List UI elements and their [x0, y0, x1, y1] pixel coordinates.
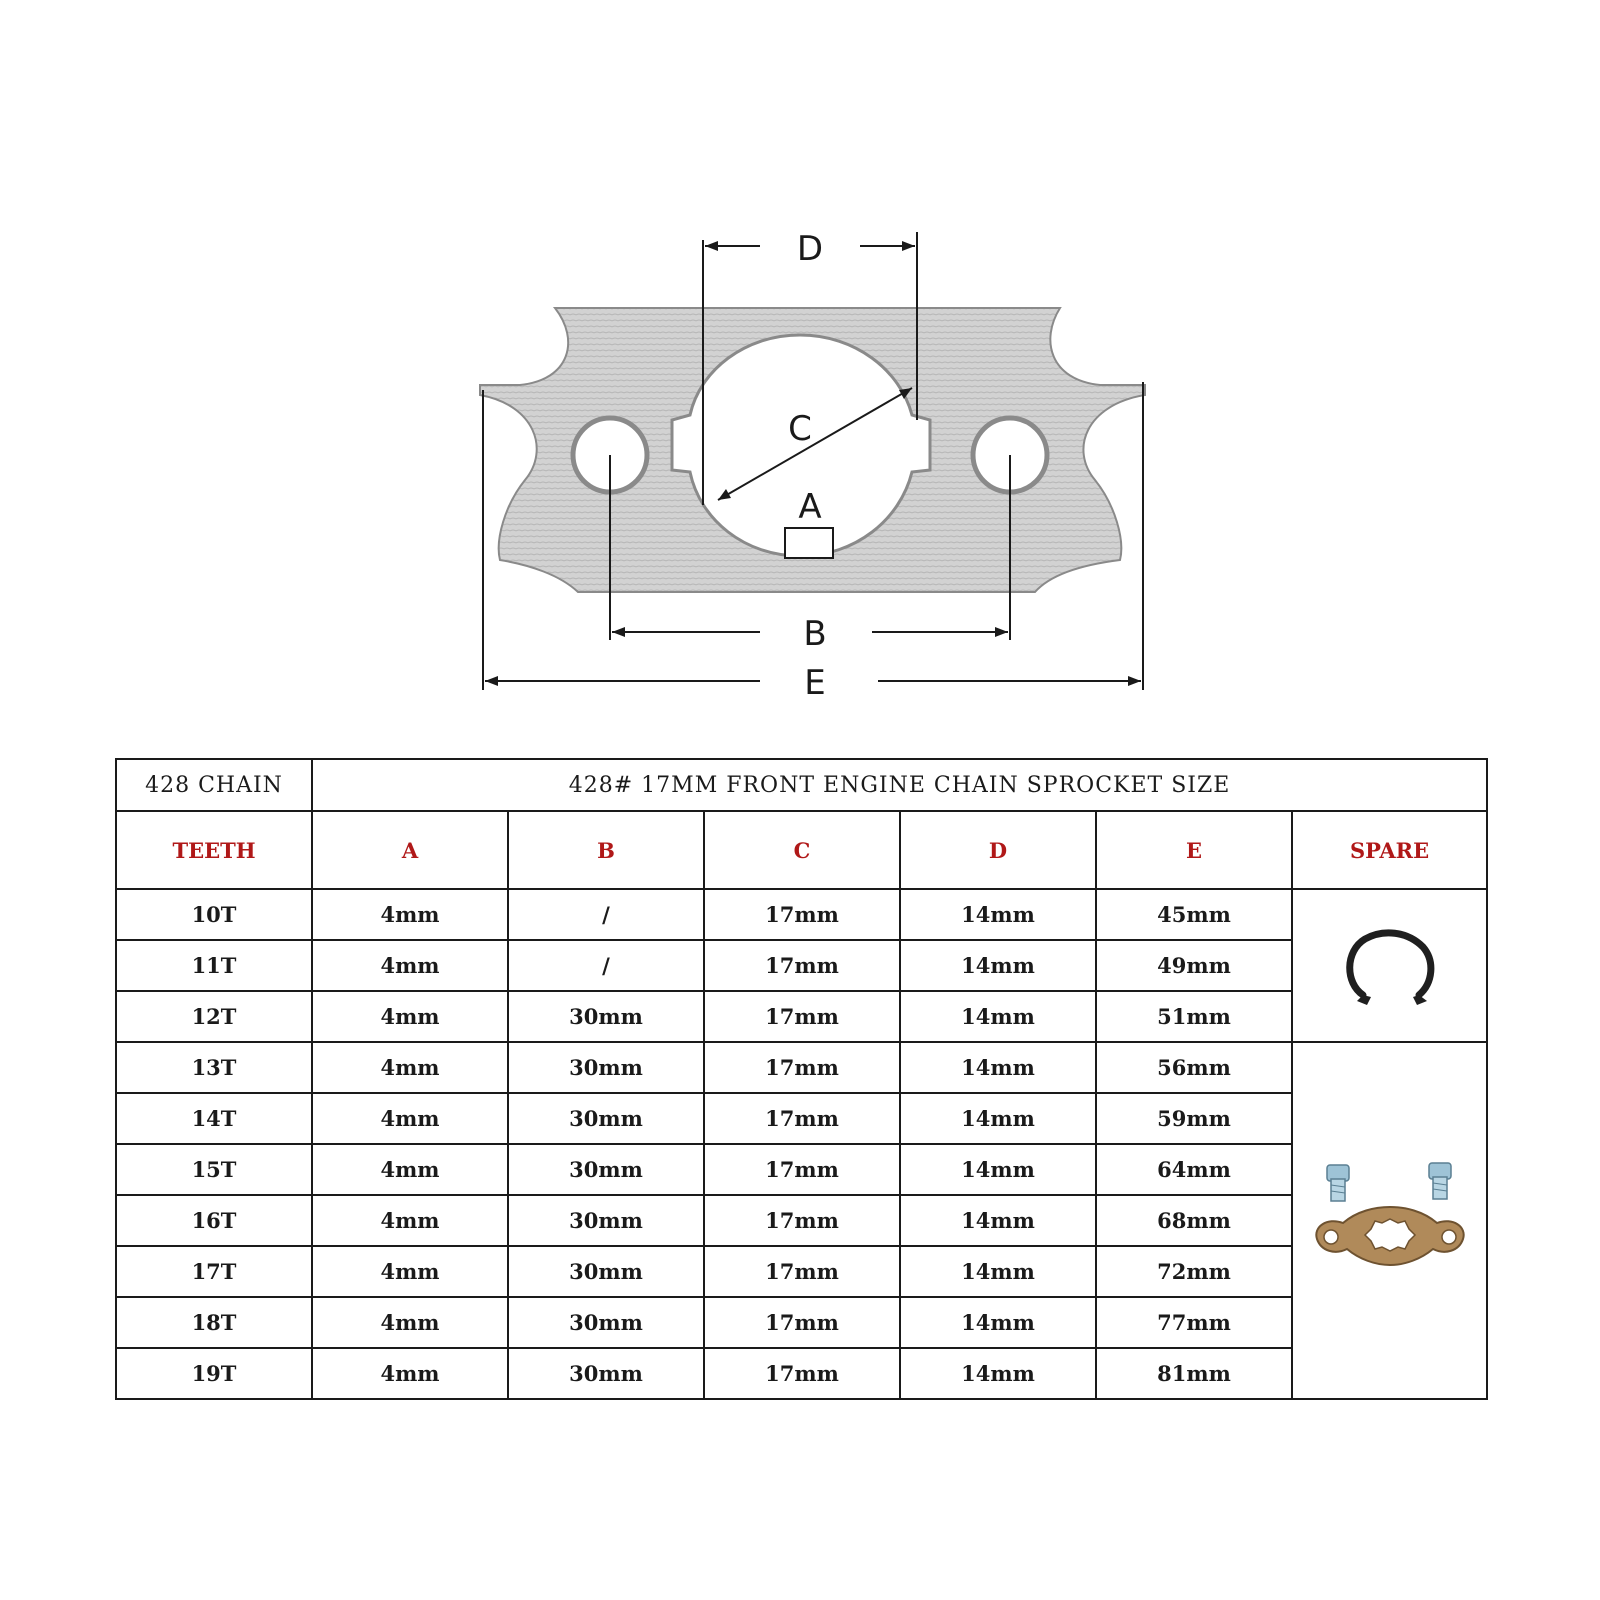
cell-a: 4mm: [312, 889, 508, 940]
cell-e: 56mm: [1096, 1042, 1292, 1093]
cell-a: 4mm: [312, 1195, 508, 1246]
cell-e: 64mm: [1096, 1144, 1292, 1195]
dimension-b-label: B: [803, 614, 827, 654]
table-header-row: [116, 811, 1487, 889]
cell-c: 17mm: [704, 1246, 900, 1297]
cell-e: 51mm: [1096, 991, 1292, 1042]
cell-d: 14mm: [900, 1195, 1096, 1246]
header-d: D: [900, 811, 1096, 889]
cell-b: 30mm: [508, 1348, 704, 1399]
cell-c: 17mm: [704, 1348, 900, 1399]
cell-d: 14mm: [900, 1348, 1096, 1399]
spare-circlip-cell: [1292, 889, 1487, 1042]
cell-b: 30mm: [508, 1144, 704, 1195]
cell-e: 68mm: [1096, 1195, 1292, 1246]
header-a: A: [312, 811, 508, 889]
table-row: [116, 1144, 1487, 1195]
table-row: [116, 991, 1487, 1042]
header-teeth: TEETH: [116, 811, 312, 889]
table-row: [116, 1093, 1487, 1144]
table-row: [116, 889, 1487, 940]
table-row: [116, 1195, 1487, 1246]
cell-d: 14mm: [900, 1246, 1096, 1297]
cell-b: /: [508, 940, 704, 991]
cell-b: 30mm: [508, 1195, 704, 1246]
header-spare: SPARE: [1292, 811, 1487, 889]
chain-label: 428 CHAIN: [116, 759, 312, 811]
cell-teeth: 17T: [116, 1246, 312, 1297]
cell-teeth: 16T: [116, 1195, 312, 1246]
cell-b: 30mm: [508, 1093, 704, 1144]
cell-b: 30mm: [508, 1042, 704, 1093]
cell-teeth: 13T: [116, 1042, 312, 1093]
cell-a: 4mm: [312, 1246, 508, 1297]
cell-b: 30mm: [508, 1297, 704, 1348]
dimension-a-label: A: [798, 487, 822, 527]
cell-a: 4mm: [312, 940, 508, 991]
cell-b: 30mm: [508, 1246, 704, 1297]
cell-c: 17mm: [704, 1297, 900, 1348]
cell-d: 14mm: [900, 991, 1096, 1042]
cell-d: 14mm: [900, 940, 1096, 991]
cell-teeth: 11T: [116, 940, 312, 991]
cell-teeth: 12T: [116, 991, 312, 1042]
cell-d: 14mm: [900, 1042, 1096, 1093]
cell-c: 17mm: [704, 889, 900, 940]
cell-teeth: 19T: [116, 1348, 312, 1399]
cell-e: 77mm: [1096, 1297, 1292, 1348]
cell-c: 17mm: [704, 1093, 900, 1144]
header-c: C: [704, 811, 900, 889]
cell-a: 4mm: [312, 1348, 508, 1399]
cell-b: 30mm: [508, 991, 704, 1042]
sprocket-size-table: [115, 758, 1488, 1400]
spare-plate-cell: [1292, 1042, 1487, 1399]
cell-d: 14mm: [900, 1297, 1096, 1348]
cell-e: 59mm: [1096, 1093, 1292, 1144]
table-row: [116, 940, 1487, 991]
header-e: E: [1096, 811, 1292, 889]
cell-c: 17mm: [704, 1144, 900, 1195]
cell-c: 17mm: [704, 1195, 900, 1246]
dimension-d-label: D: [796, 229, 824, 269]
circlip-icon: [1335, 921, 1445, 1011]
cell-a: 4mm: [312, 1042, 508, 1093]
table-row: [116, 1348, 1487, 1399]
cell-teeth: 14T: [116, 1093, 312, 1144]
cell-d: 14mm: [900, 1144, 1096, 1195]
cell-e: 45mm: [1096, 889, 1292, 940]
cell-teeth: 10T: [116, 889, 312, 940]
cell-a: 4mm: [312, 991, 508, 1042]
dimension-e-label: E: [804, 663, 826, 703]
cell-teeth: 15T: [116, 1144, 312, 1195]
cell-c: 17mm: [704, 940, 900, 991]
table-row: [116, 1297, 1487, 1348]
cell-teeth: 18T: [116, 1297, 312, 1348]
cell-a: 4mm: [312, 1144, 508, 1195]
dimension-c-label: C: [788, 409, 812, 449]
cell-b: /: [508, 889, 704, 940]
cell-a: 4mm: [312, 1297, 508, 1348]
cell-e: 72mm: [1096, 1246, 1292, 1297]
cell-e: 49mm: [1096, 940, 1292, 991]
lock-plate-and-bolts-icon: [1305, 1161, 1475, 1281]
table-row: [116, 1042, 1487, 1093]
table-title-row: [116, 759, 1487, 811]
header-b: B: [508, 811, 704, 889]
cell-d: 14mm: [900, 1093, 1096, 1144]
table-title: 428# 17MM FRONT ENGINE CHAIN SPROCKET SIZE: [312, 759, 1487, 811]
cell-e: 81mm: [1096, 1348, 1292, 1399]
cell-a: 4mm: [312, 1093, 508, 1144]
sprocket-diagram: [0, 0, 1600, 720]
cell-c: 17mm: [704, 1042, 900, 1093]
cell-c: 17mm: [704, 991, 900, 1042]
keyway-notch: [785, 528, 833, 558]
table-row: [116, 1246, 1487, 1297]
cell-d: 14mm: [900, 889, 1096, 940]
